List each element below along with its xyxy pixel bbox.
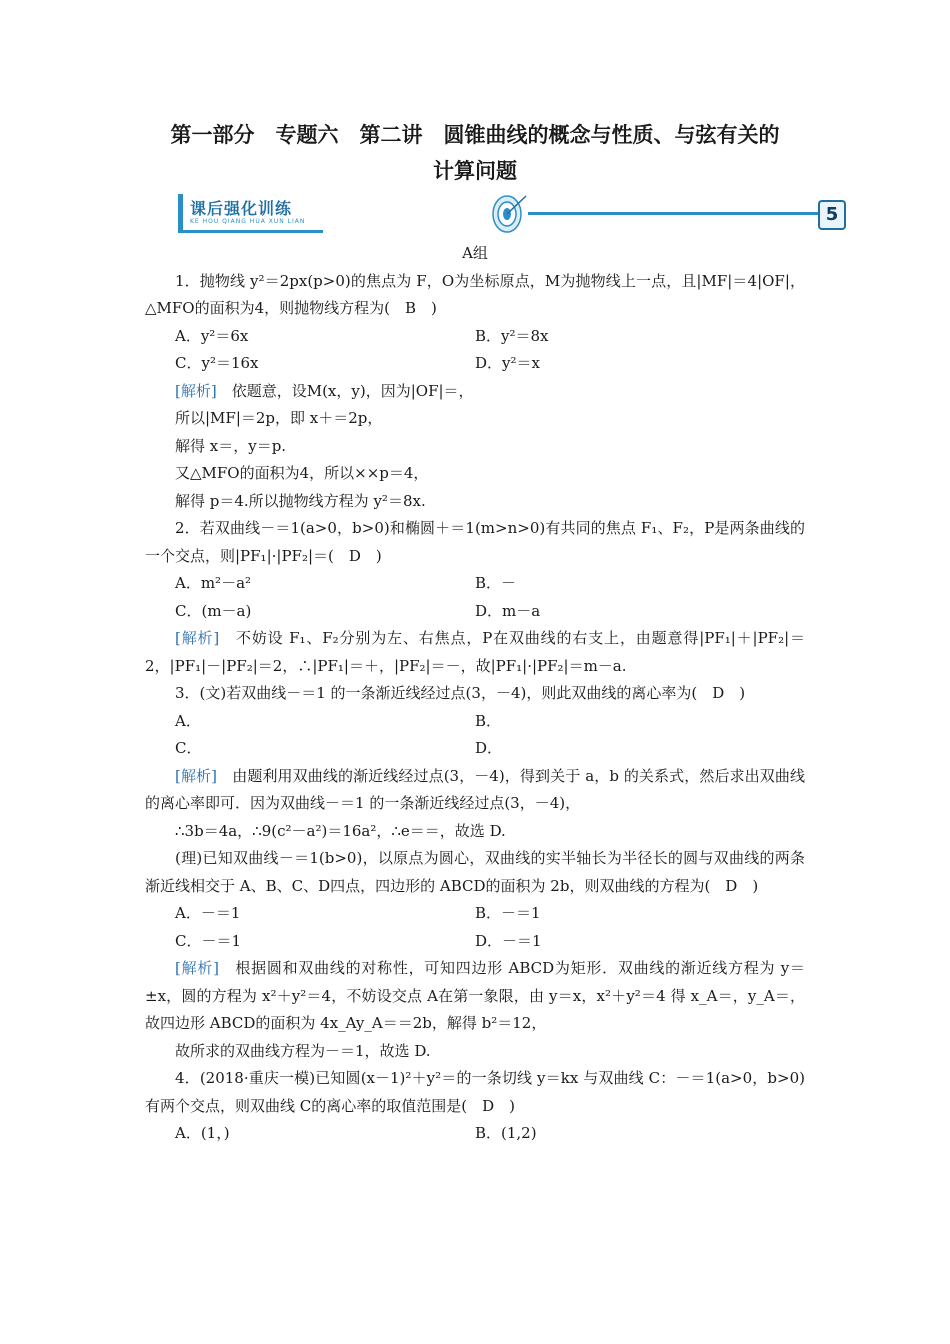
- answer-options: [145, 900, 805, 928]
- answer-option: B．(1,2): [475, 1124, 537, 1142]
- answer-option: C．y²＝16x: [175, 354, 259, 372]
- banner-pinyin: KE HOU QIANG HUA XUN LIAN: [190, 218, 306, 225]
- solution-text: 依题意，设M(x，y)，因为|OF|＝，: [216, 381, 474, 400]
- banner-rule: [528, 212, 818, 215]
- document-body: [145, 240, 805, 1148]
- answer-option: C．: [175, 739, 202, 757]
- answer-option: D．－＝1: [475, 931, 542, 950]
- solution-text: 不妨设 F₁、F₂分别为左、右焦点，P在双曲线的右支上，由题意得|PF₁|＋|PF₂|＝2，|PF₁|－|PF₂|＝2，∴|PF₁|＝＋，|PF₂|＝－，故|PF₁|·|PF₂|＝m－a.: [145, 629, 805, 675]
- solution-line: 解得 p＝4.所以抛物线方程为 y²＝8x.: [175, 491, 426, 510]
- target-icon: [482, 190, 532, 236]
- solution-tag: [解析]: [175, 381, 217, 400]
- banner-number: 5: [818, 200, 846, 230]
- answer-option: A．: [175, 711, 201, 730]
- answer-option: A．－＝1: [175, 904, 241, 922]
- solution-line: 故所求的双曲线方程为－＝1，故选 D.: [175, 1041, 431, 1060]
- answer-option: B．y²＝8x: [475, 326, 549, 345]
- answer-option: B．: [475, 711, 502, 730]
- answer-options: [145, 735, 805, 763]
- section-banner: [178, 190, 850, 240]
- solution-tag: [解析]: [175, 959, 219, 977]
- solution-line: 又△MFO的面积为4，所以××p＝4，: [175, 464, 429, 482]
- banner-heading: 课后强化训练: [190, 199, 293, 218]
- answer-option: D．y²＝x: [475, 354, 540, 372]
- solution-paragraph: [145, 763, 805, 818]
- solution-paragraph: [145, 378, 805, 406]
- solution-line: ∴3b＝4a，∴9(c²－a²)＝16a²，∴e＝＝，故选 D.: [175, 821, 506, 840]
- solution-paragraph: [145, 625, 805, 680]
- answer-option: B．－＝1: [475, 904, 541, 922]
- answer-options: [145, 570, 805, 598]
- answer-options: [145, 928, 805, 956]
- answer-options: [145, 708, 805, 736]
- answer-option: C．(m－a): [175, 601, 252, 620]
- title-line-1: 第一部分 专题六 第二讲 圆锥曲线的概念与性质、与弦有关的: [170, 123, 780, 147]
- question-paragraph: 4．(2018·重庆一模)已知圆(x－1)²＋y²＝的一条切线 y＝kx 与双曲线 C：－＝1(a>0，b>0)有两个交点，则双曲线 C的离心率的取值范围是( D ): [145, 1069, 805, 1115]
- solution-text: 由题利用双曲线的渐近线经过点(3，－4)，得到关于 a，b 的关系式，然后求出双曲线的离心率即可．因为双曲线－＝1 的一条渐近线经过点(3，－4)，: [145, 766, 805, 812]
- answer-option: A．y²＝6x: [175, 326, 249, 345]
- solution-line: 解得 x＝，y＝p.: [175, 436, 287, 455]
- answer-option: D．m－a: [475, 601, 541, 620]
- answer-options: [145, 323, 805, 351]
- answer-option: B．－: [475, 574, 517, 592]
- solution-paragraph: [145, 955, 805, 1038]
- solution-tag: [解析]: [175, 629, 220, 647]
- title-line-2: 计算问题: [433, 159, 517, 183]
- solution-line: 所以|MF|＝2p，即 x＋＝2p，: [175, 409, 383, 427]
- answer-option: D．: [475, 739, 503, 757]
- answer-option: A．m²－a²: [175, 574, 252, 592]
- answer-option: C．－＝1: [175, 931, 242, 950]
- answer-options: [145, 598, 805, 626]
- answer-options: [145, 350, 805, 378]
- solution-text: 根据圆和双曲线的对称性，可知四边形 ABCD为矩形．双曲线的渐近线方程为 y＝±x，圆的方程为 x²＋y²＝4，不妨设交点 A在第一象限，由 y＝x，x²＋y²＝4 得 x_A＝，y_A＝，故四边形 ABCD的面积为 4x_Ay_A＝＝2b，解得 b²＝12，: [145, 959, 805, 1032]
- question-paragraph: (理)已知双曲线－＝1(b>0)，以原点为圆心，双曲线的实半轴长为半径长的圆与双曲线的两条渐近线相交于 A、B、C、D四点，四边形的 ABCD的面积为 2b，则双曲线的方程为( D ): [145, 849, 805, 895]
- answer-option: A．(1，): [175, 1124, 230, 1142]
- answer-options: [145, 1120, 805, 1148]
- page-title: [145, 117, 805, 189]
- group-heading: A组: [462, 244, 488, 262]
- question-paragraph: 3．(文)若双曲线－＝1 的一条渐近线经过点(3，－4)，则此双曲线的离心率为( D ): [175, 684, 746, 702]
- solution-tag: [解析]: [175, 766, 218, 785]
- question-paragraph: 1．抛物线 y²＝2px(p>0)的焦点为 F，O为坐标原点，M为抛物线上一点，且|MF|＝4|OF|，△MFO的面积为4，则抛物线方程为( B ): [145, 271, 805, 317]
- question-paragraph: 2．若双曲线－＝1(a>0，b>0)和椭圆＋＝1(m>n>0)有共同的焦点 F₁、F₂，P是两条曲线的一个交点，则|PF₁|·|PF₂|＝( D ): [145, 519, 805, 565]
